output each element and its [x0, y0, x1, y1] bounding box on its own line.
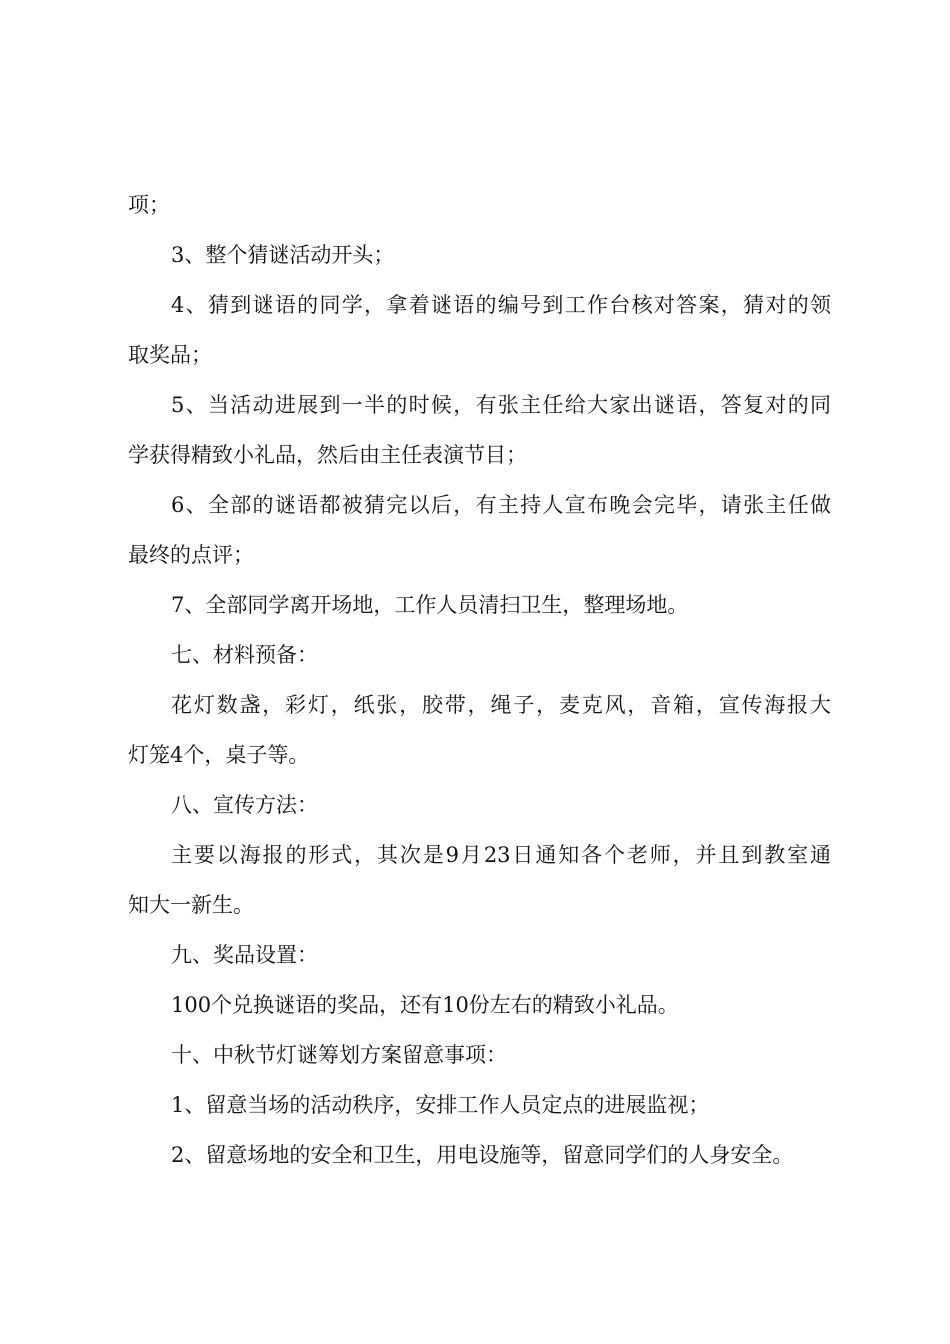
list-item-7: 7、全部同学离开场地，工作人员清扫卫生，整理场地。: [171, 593, 689, 617]
publicity-line2: 知大一新生。: [128, 893, 254, 917]
materials-line1: 花灯数盏，彩灯，纸张，胶带，绳子，麦克风，音箱，宣传海报大: [171, 693, 831, 717]
notes-item-1: 1、留意当场的活动秩序，安排工作人员定点的进展监视；: [171, 1093, 710, 1117]
list-item-3: 3、整个猜谜活动开头；: [171, 243, 395, 267]
publicity-line1: 主要以海报的形式，其次是9月23日通知各个老师，并且到教室通: [171, 843, 831, 867]
list-item-5-line2: 学获得精致小礼品，然后由主任表演节目；: [128, 443, 527, 467]
materials-line2: 灯笼4个，桌子等。: [128, 743, 310, 767]
list-item-4-line2: 取奖品；: [128, 343, 212, 367]
section-heading-notes: 十、中秋节灯谜筹划方案留意事项：: [171, 1043, 507, 1067]
list-item-6-line2: 最终的点评；: [128, 543, 254, 567]
prizes-line: 100个兑换谜语的奖品，还有10份左右的精致小礼品。: [171, 993, 679, 1017]
text-line-continuation: 项；: [128, 193, 170, 217]
section-heading-prizes: 九、奖品设置：: [171, 943, 318, 967]
list-item-5-line1: 5、当活动进展到一半的时候，有张主任给大家出谜语，答复对的同: [171, 393, 831, 417]
section-heading-publicity: 八、宣传方法：: [171, 793, 318, 817]
section-heading-materials: 七、材料预备：: [171, 643, 318, 667]
list-item-4-line1: 4、猜到谜语的同学，拿着谜语的编号到工作台核对答案，猜对的领: [171, 293, 831, 317]
list-item-6-line1: 6、全部的谜语都被猜完以后，有主持人宣布晚会完毕，请张主任做: [171, 493, 831, 517]
notes-item-2: 2、留意场地的安全和卫生，用电设施等，留意同学们的人身安全。: [171, 1143, 794, 1167]
